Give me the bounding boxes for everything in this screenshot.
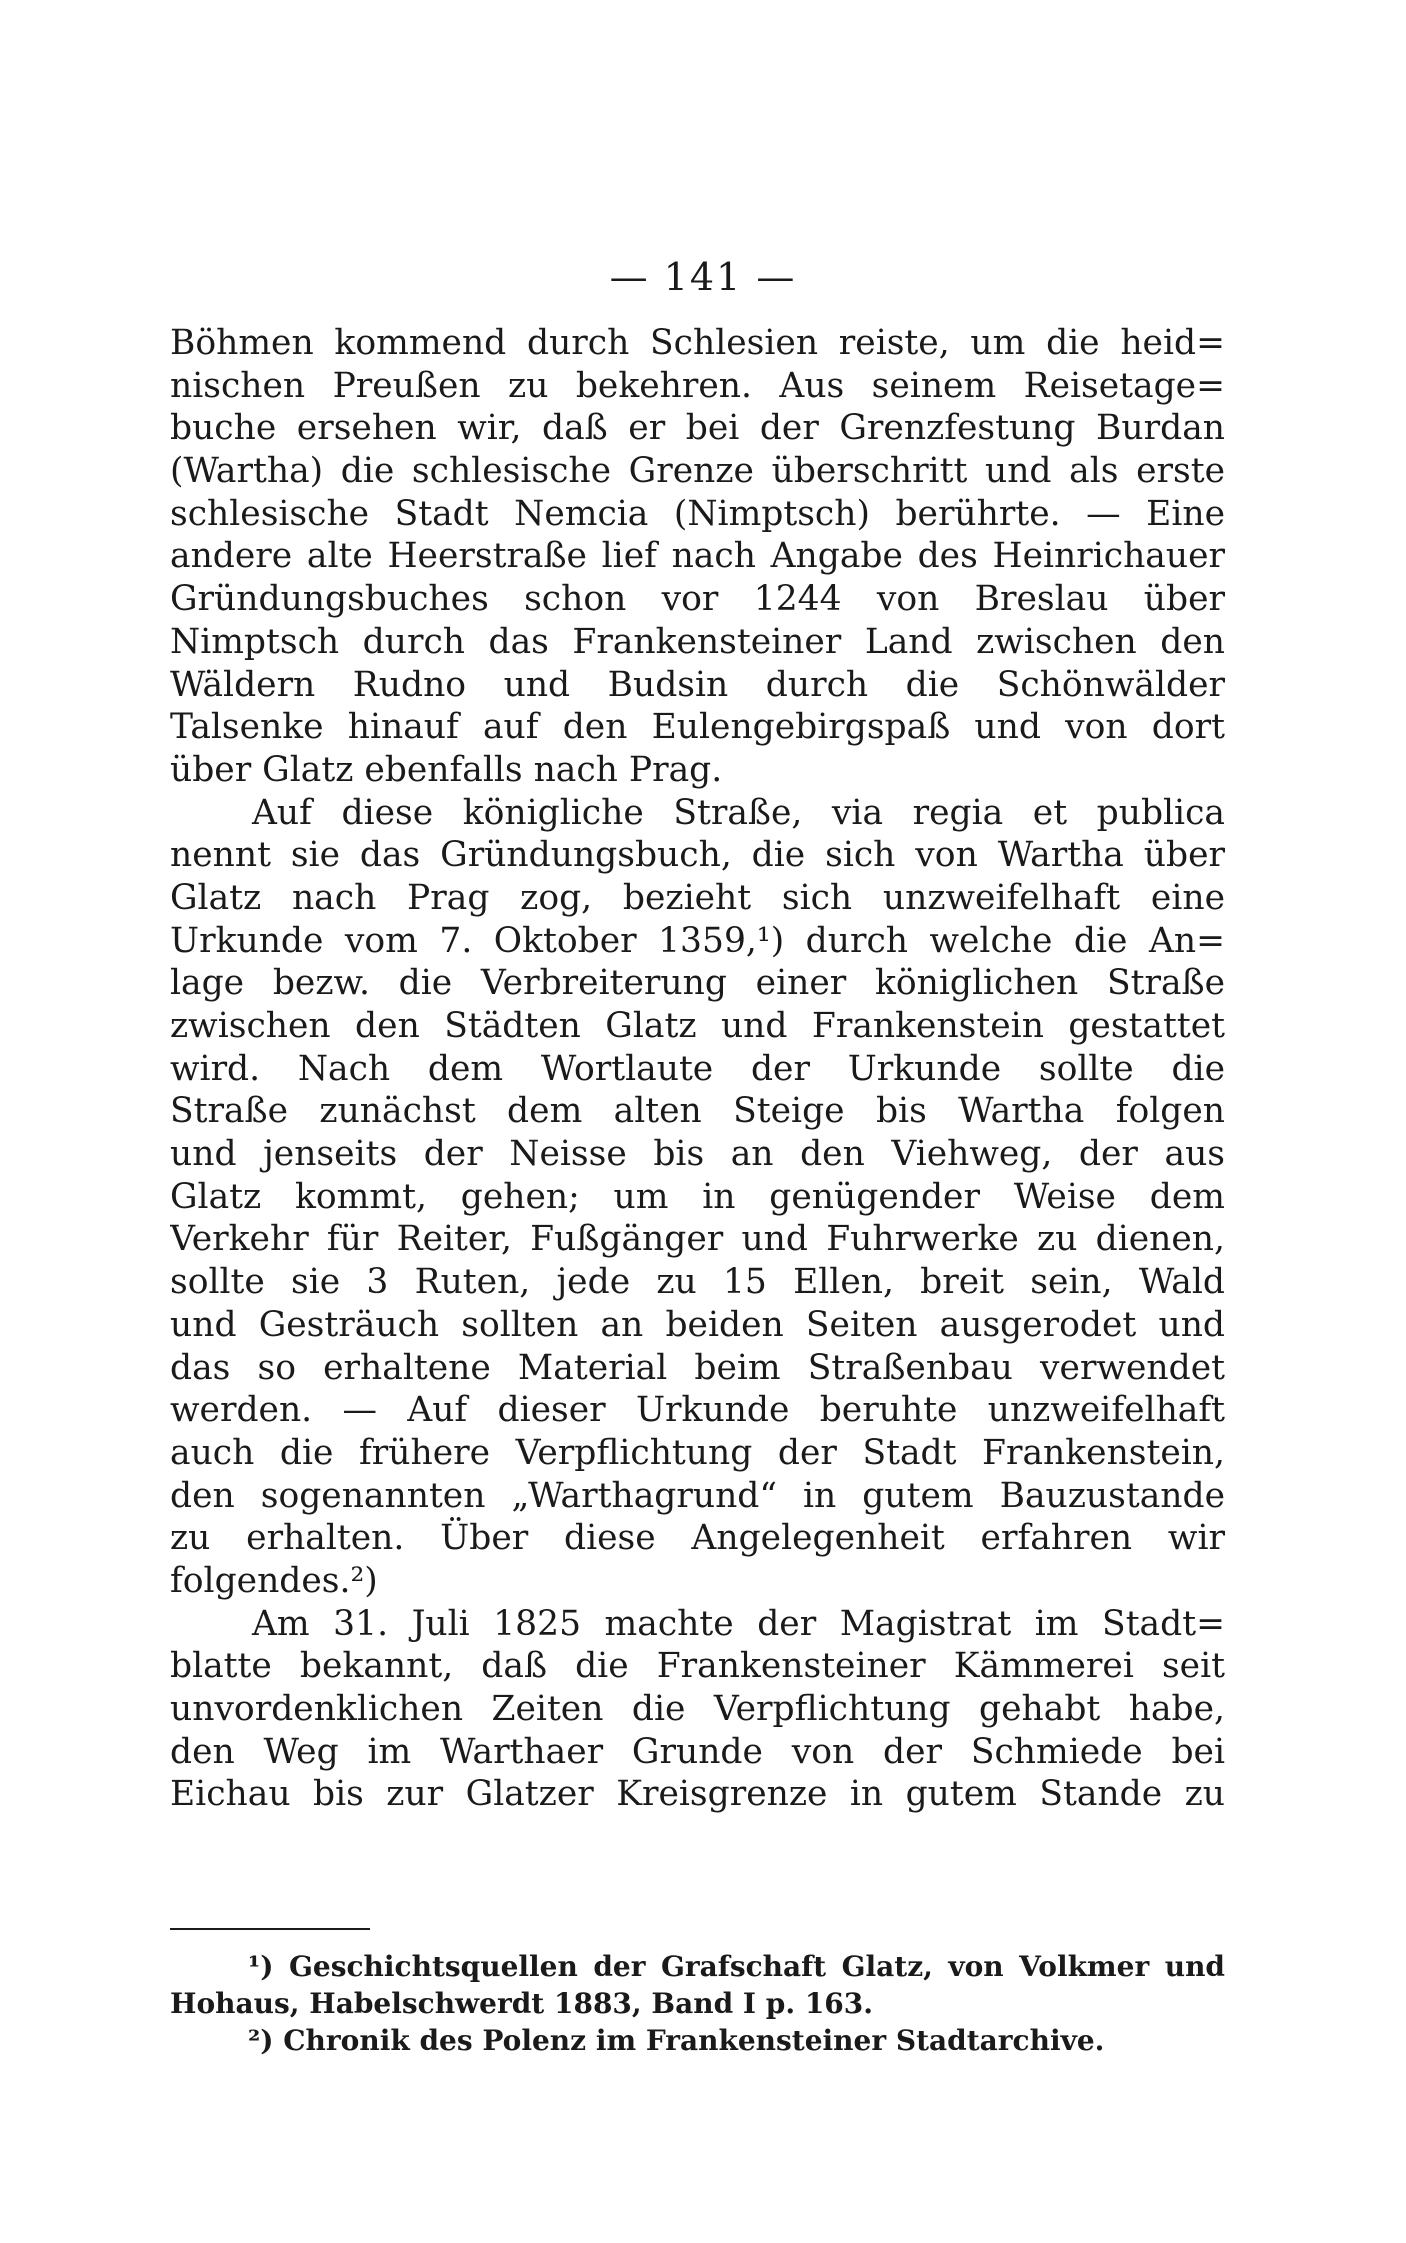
text-line: Am 31. Juli 1825 machte der Magistrat im Stadt= [252,1603,1225,1644]
text-line: Nimptsch durch das Frankensteiner Land zwischen den [170,621,1225,662]
text-line: den Weg im Warthaer Grunde von der Schmiede bei [170,1731,1225,1772]
text-line: buche ersehen wir, daß er bei der Grenzfestung Burdan [170,408,1225,449]
text-line: Auf diese königliche Straße, via regia et publica [252,792,1225,833]
text-line: sollte sie 3 Ruten, jede zu 15 Ellen, breit sein, Wald [170,1262,1225,1303]
text-line: unvordenklichen Zeiten die Verpflichtung gehabt habe, [170,1689,1225,1729]
text-line: schlesische Stadt Nemcia (Nimptsch) berührte. — Eine [170,493,1225,534]
text-line: Glatz kommt, gehen; um in genügender Weise dem [170,1176,1225,1217]
page-number: — 141 — [609,255,797,299]
text-line: (Wartha) die schlesische Grenze überschritt und als erste [170,451,1225,492]
footnotes [170,1948,1225,2059]
text-line: den sogenannten „Warthagrund“ in gutem Bauzustande [170,1475,1225,1516]
text-line: und Gesträuch sollten an beiden Seiten ausgerodet und [170,1304,1225,1345]
text-line: werden. — Auf dieser Urkunde beruhte unzweifelhaft [170,1390,1225,1431]
text-line: nennt sie das Gründungsbuch, die sich von Wartha über [170,835,1225,876]
text-line: und jenseits der Neisse bis an den Viehweg, der aus [170,1134,1225,1175]
footnote-line: ²) Chronik des Polenz im Frankensteiner Stadtarchive. [248,2024,1105,2057]
body-text [170,322,1225,1816]
text-line: Wäldern Rudno und Budsin durch die Schönwälder [170,664,1225,705]
text-line: Glatz nach Prag zog, bezieht sich unzweifelhaft eine [170,877,1225,918]
text-line: nischen Preußen zu bekehren. Aus seinem Reisetage= [170,365,1225,406]
text-line: andere alte Heerstraße lief nach Angabe des Heinrichauer [170,536,1225,577]
text-line: blatte bekannt, daß die Frankensteiner Kämmerei seit [170,1646,1225,1687]
text-line: lage bezw. die Verbreiterung einer königlichen Straße [170,963,1225,1004]
footnote-line: Hohaus, Habelschwerdt 1883, Band I p. 163. [170,1987,874,2020]
text-line: folgendes.²) [170,1560,378,1601]
text-line: über Glatz ebenfalls nach Prag. [170,749,723,790]
text-line: das so erhaltene Material beim Straßenbau verwendet [170,1347,1225,1388]
text-line: Gründungsbuches schon vor 1244 von Breslau über [170,579,1225,620]
text-line: Urkunde vom 7. Oktober 1359,¹) durch welche die An= [170,920,1225,961]
footnote-divider [170,1928,370,1930]
footnote-line: ¹) Geschichtsquellen der Grafschaft Glatz, von Volkmer und [248,1950,1225,1983]
text-line: Talsenke hinauf auf den Eulengebirgspaß und von dort [170,707,1225,748]
text-line: Verkehr für Reiter, Fußgänger und Fuhrwerke zu dienen, [170,1219,1225,1260]
text-line: zu erhalten. Über diese Angelegenheit erfahren wir [170,1518,1225,1559]
text-line: auch die frühere Verpflichtung der Stadt Frankenstein, [170,1432,1225,1473]
text-line: zwischen den Städten Glatz und Frankenstein gestattet [170,1006,1225,1046]
text-line: wird. Nach dem Wortlaute der Urkunde sollte die [170,1048,1225,1089]
text-line: Eichau bis zur Glatzer Kreisgrenze in gutem Stande zu [170,1774,1225,1815]
text-line: Straße zunächst dem alten Steige bis Wartha folgen [170,1091,1225,1132]
text-line: Böhmen kommend durch Schlesien reiste, um die heid= [170,323,1225,363]
